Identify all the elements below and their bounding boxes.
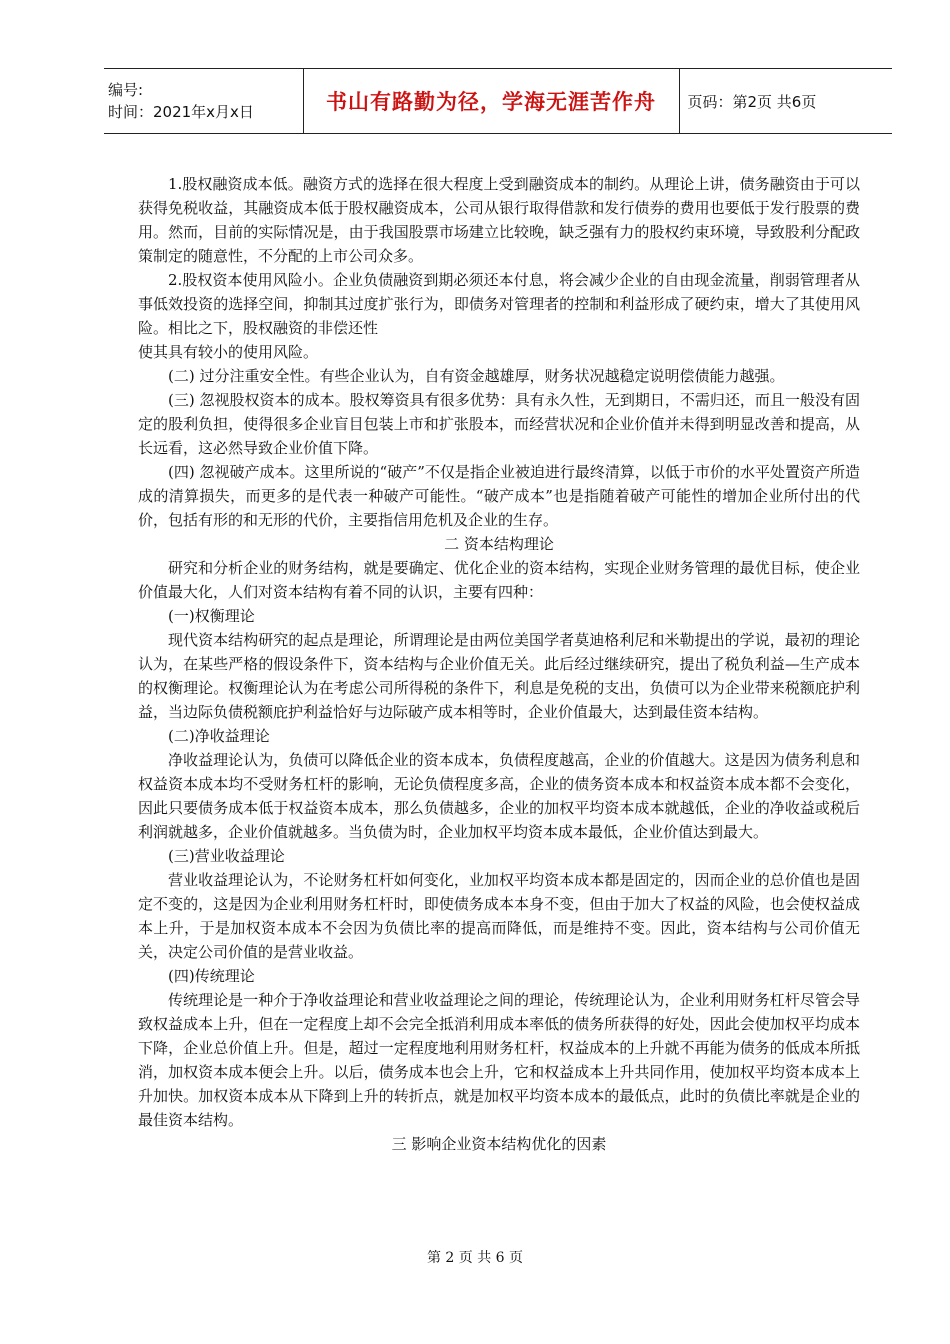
body-paragraph: 使其具有较小的使用风险。 [138,343,319,361]
subsection-heading: (三)营业收益理论 [168,847,285,865]
body-paragraph: 研究和分析企业的财务结构，就是要确定、优化企业的资本结构，实现企业财务管理的最优目标，使企业价值最大化，人们对资本结构有着不同的认识，主要有四种： [138,559,860,601]
page-footer: 第 2 页 共 6 页 [426,1250,524,1266]
body-paragraph: 1.股权融资成本低。融资方式的选择在很大程度上受到融资成本的制约。从理论上讲，债务融资由于可以获得免税收益，其融资成本低于股权融资成本，公司从银行取得借款和发行债券的费用也要低于发行股票的费用。然而，目前的实际情况是，由于我国股票市场建立比较晚，缺乏强有力的股权约束环境，导致股利分配政策制定的随意性，不分配的上市公司众多。 [138,175,860,265]
header-left-cell [104,69,303,134]
subsection-heading: (四)传统理论 [168,967,255,985]
header-center-cell [303,69,679,134]
section-heading: 三 影响企业资本结构优化的因素 [391,1135,607,1153]
page-header [104,68,892,134]
body-paragraph: 现代资本结构研究的起点是理论，所谓理论是由两位美国学者莫迪格利尼和米勒提出的学说，最初的理论认为，在某些严格的假设条件下，资本结构与企业价值无关。此后经过继续研究，提出了税负利益—生产成本的权衡理论。权衡理论认为在考虑公司所得税的条件下，利息是免税的支出，负债可以为企业带来税额庇护利益，当边际负债税额庇护利益恰好与边际破产成本相等时，企业价值最大，达到最佳资本结构。 [138,631,860,721]
body-paragraph: 营业收益理论认为，不论财务杠杆如何变化，业加权平均资本成本都是固定的，因而企业的总价值也是固定不变的，这是因为企业利用财务杠杆时，即使债务成本本身不变，但由于加大了权益的风险，也会使权益成本上升，于是加权资本成本不会因为负债比率的提高而降低，而是维持不变。因此，资本结构与公司价值无关，决定公司价值的是营业收益。 [138,871,860,961]
subsection-heading: (一)权衡理论 [168,607,255,625]
subsection-heading: (二)净收益理论 [168,727,270,745]
document-body [138,172,860,1156]
header-page-label: 页码：第2页 共6页 [687,92,817,111]
document-number-label: 编号: [108,81,144,99]
document-time-label: 时间：2021年x月x日 [108,103,254,121]
body-paragraph: 传统理论是一种介于净收益理论和营业收益理论之间的理论，传统理论认为，企业利用财务杠杆尽管会导致权益成本上升，但在一定程度上却不会完全抵消利用成本率低的债务所获得的好处，因此会使加权平均成本下降，企业总价值上升。但是，超过一定程度地利用财务杠杆，权益成本的上升就不再能为债务的低成本所抵消，加权资本成本便会上升。以后，债务成本也会上升，它和权益成本上升共同作用，使加权平均资本成本上升加快。加权资本成本从下降到上升的转折点，就是加权平均资本成本的最低点，此时的负债比率就是企业的最佳资本结构。 [138,991,860,1129]
body-paragraph: (二) 过分注重安全性。有些企业认为，自有资金越雄厚，财务状况越稳定说明偿债能力越强。 [168,367,785,385]
body-paragraph: 净收益理论认为，负债可以降低企业的资本成本，负债程度越高，企业的价值越大。这是因为债务利息和权益资本成本均不受财务杠杆的影响，无论负债程度多高，企业的债务资本成本和权益资本成本都不会变化，因此只要债务成本低于权益资本成本，那么负债越多，企业的加权平均资本成本就越低，企业的净收益或税后利润就越多，企业价值就越多。当负债为时，企业加权平均资本成本最低，企业价值达到最大。 [138,751,860,841]
body-paragraph: (四) 忽视破产成本。这里所说的“破产”不仅是指企业被迫进行最终清算，以低于市价的水平处置资产所造成的清算损失，而更多的是代表一种破产可能性。“破产成本”也是指随着破产可能性的增加企业所付出的代价，包括有形的和无形的代价，主要指信用危机及企业的生存。 [138,463,860,529]
header-right-cell [679,69,892,134]
section-heading: 二 资本结构理论 [444,535,554,553]
body-paragraph: 2.股权资本使用风险小。企业负债融资到期必须还本付息，将会减少企业的自由现金流量，削弱管理者从事低效投资的选择空间，抑制其过度扩张行为，即债务对管理者的控制和利益形成了硬约束，增大了其使用风险。相比之下，股权融资的非偿还性 [138,271,860,337]
body-paragraph: (三) 忽视股权资本的成本。股权筹资具有很多优势：具有永久性，无到期日，不需归还，而且一般没有固定的股利负担，使得很多企业盲目包装上市和扩张股本，而经营状况和企业价值并未得到明显改善和提高，从长远看，这必然导致企业价值下降。 [138,391,860,457]
header-motto: 书山有路勤为径，学海无涯苦作舟 [326,90,656,114]
